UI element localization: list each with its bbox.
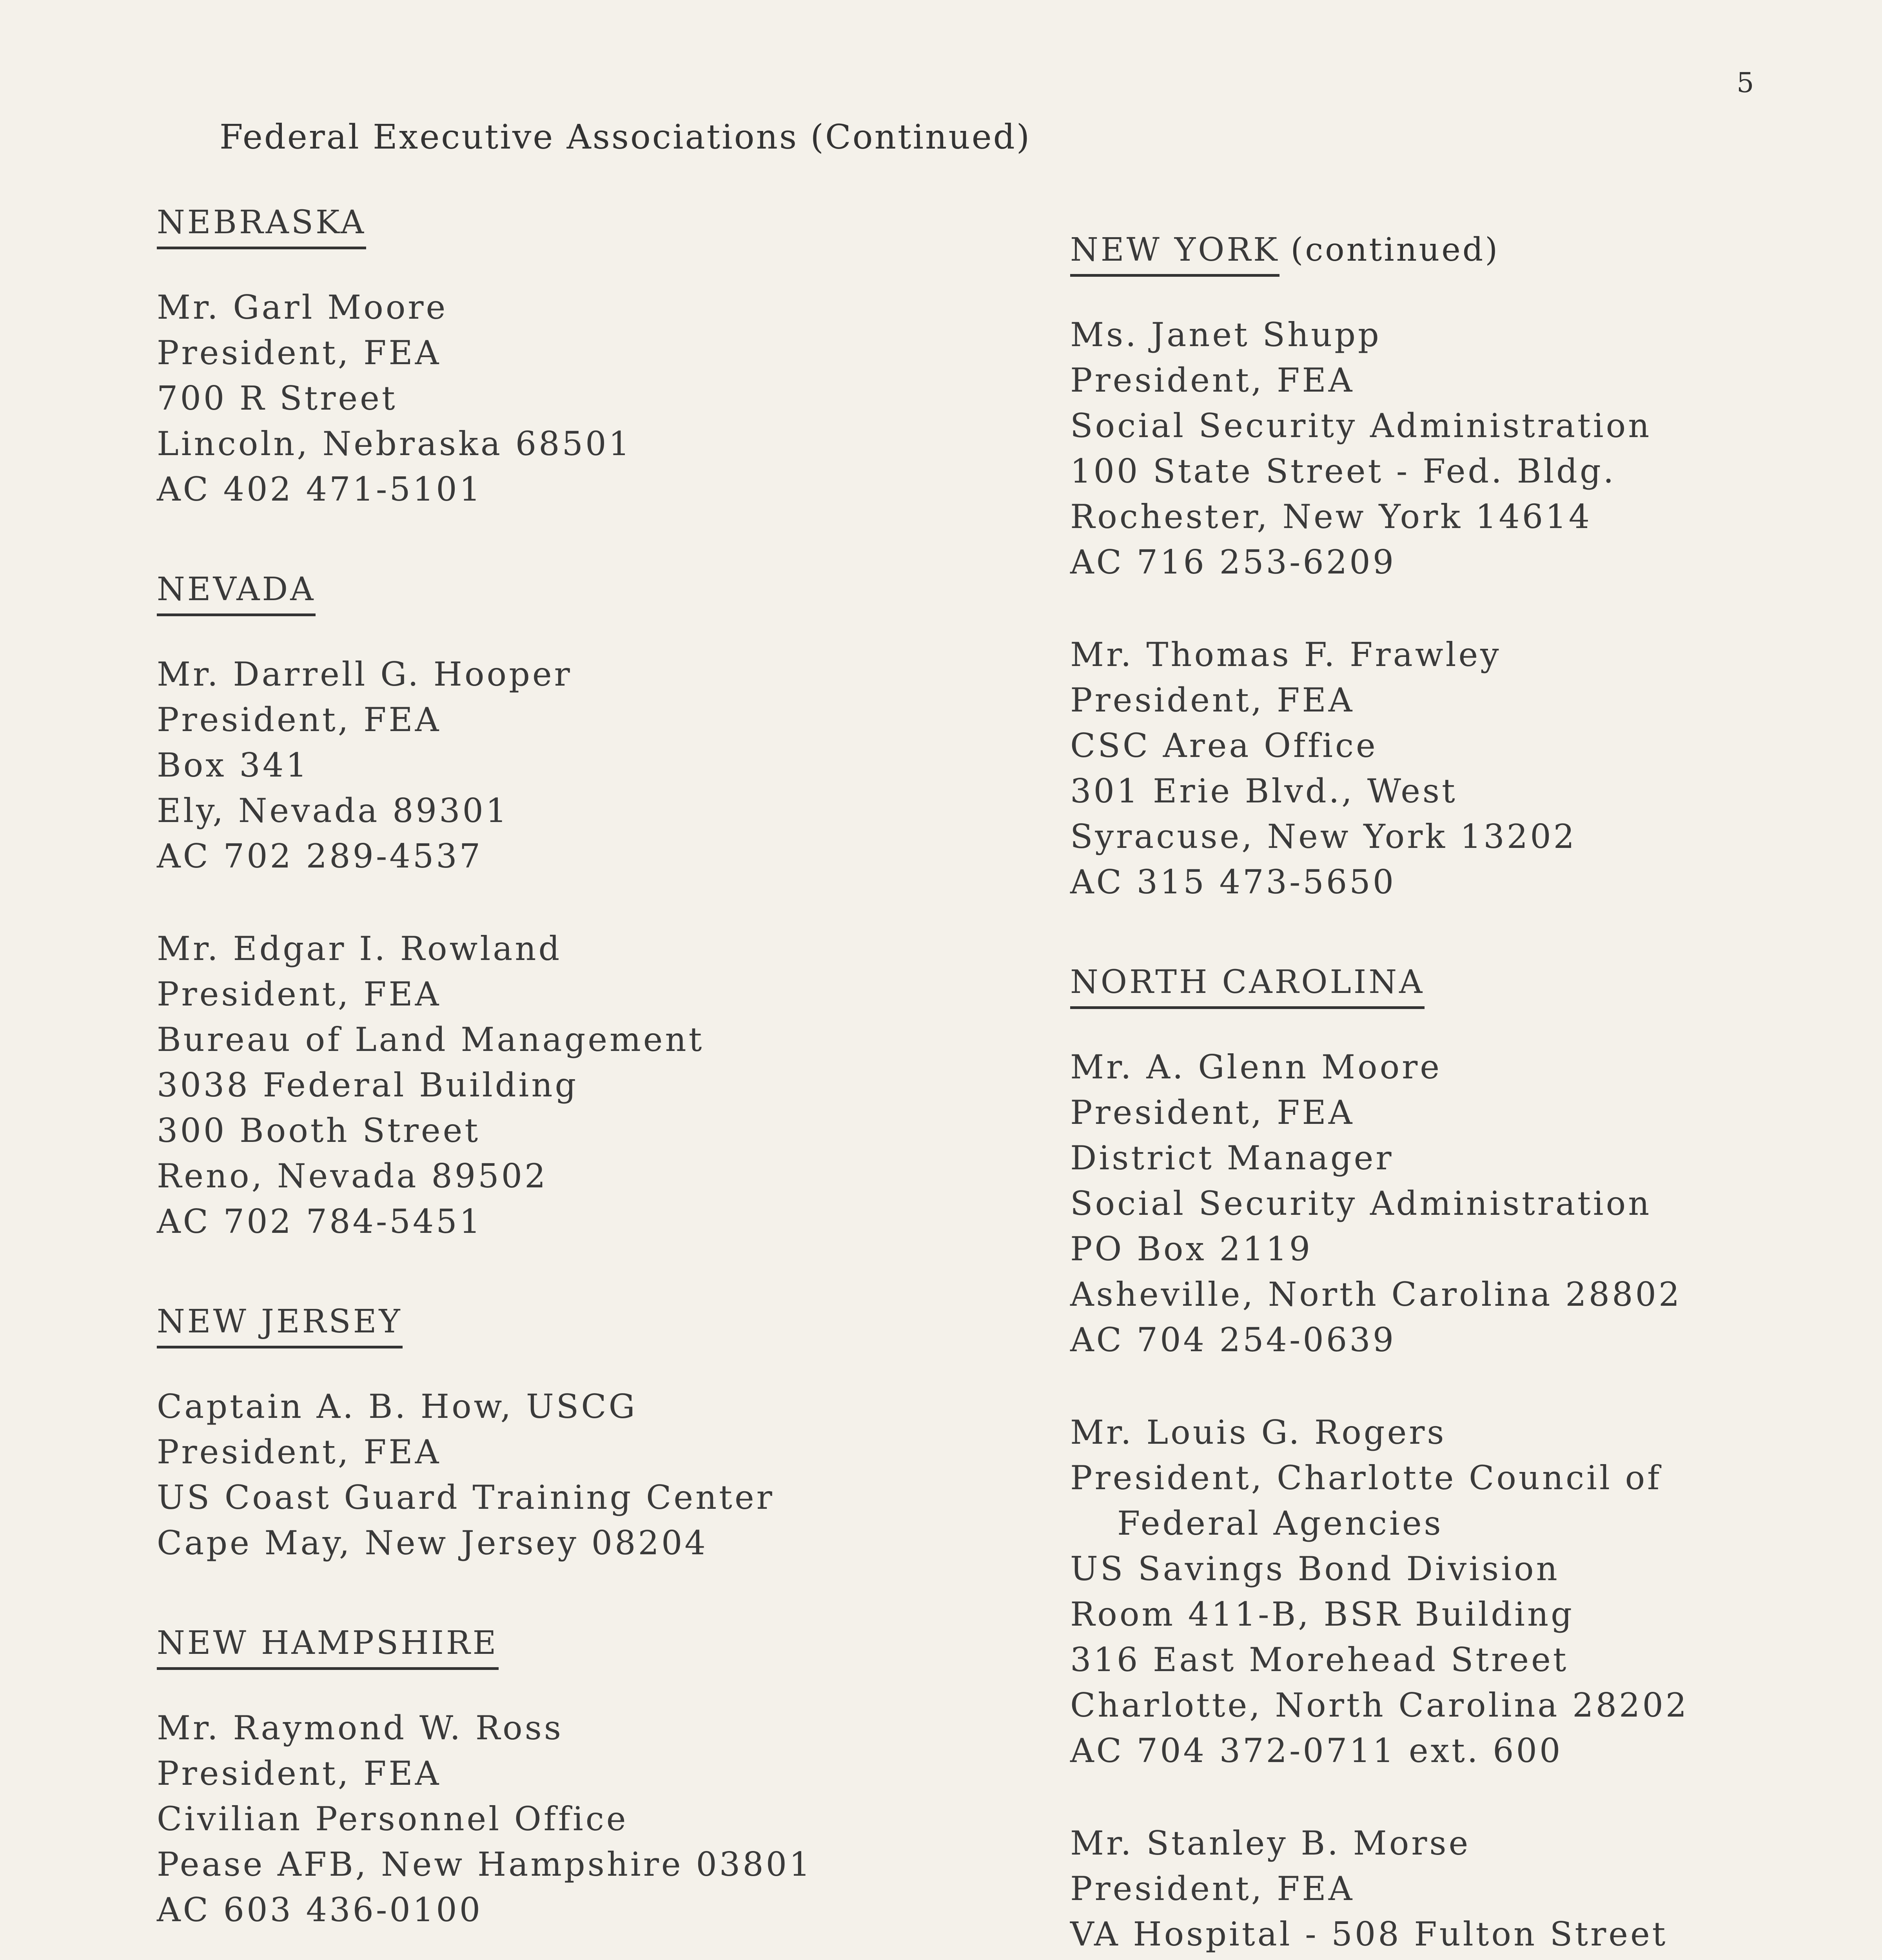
section-heading-row xyxy=(1070,964,1815,1009)
contact-detail-line: President, FEA xyxy=(1070,681,1355,719)
contact-detail-line: President, FEA xyxy=(157,1754,441,1793)
contact-detail-line: 301 Erie Blvd., West xyxy=(1070,772,1457,810)
section-heading: NEBRASKA xyxy=(157,204,366,249)
contact-entry xyxy=(157,926,941,1244)
contact-name: Mr. A. Glenn Moore xyxy=(1070,1048,1442,1086)
contact-detail-line: US Savings Bond Division xyxy=(1070,1550,1560,1588)
contact-entry xyxy=(1070,632,1815,905)
contact-detail-line: President, FEA xyxy=(157,975,441,1013)
section-heading-suffix: (continued) xyxy=(1290,231,1500,269)
contact-detail-line: Rochester, New York 14614 xyxy=(1070,497,1592,536)
contact-name: Mr. Darrell G. Hooper xyxy=(157,655,572,693)
contact-detail-line: Cape May, New Jersey 08204 xyxy=(157,1524,708,1562)
contact-detail-line: AC 702 784-5451 xyxy=(157,1202,483,1241)
contact-detail-line: President, Charlotte Council of xyxy=(1070,1459,1662,1497)
contact-detail-line: Reno, Nevada 89502 xyxy=(157,1157,548,1195)
contact-detail-line: Social Security Administration xyxy=(1070,407,1652,445)
contact-entry xyxy=(157,285,941,512)
contact-detail-line: President, FEA xyxy=(1070,1093,1355,1132)
section-heading-row xyxy=(157,204,941,249)
section-heading: NORTH CAROLINA xyxy=(1070,964,1425,1009)
section-north-carolina xyxy=(1070,964,1815,1960)
contact-entry xyxy=(157,652,941,879)
contact-detail-line: AC 702 289-4537 xyxy=(157,837,483,875)
section-new-york xyxy=(1070,231,1815,905)
contact-entry xyxy=(157,1705,941,1933)
section-heading: NEW JERSEY xyxy=(157,1303,403,1348)
contact-name: Mr. Thomas F. Frawley xyxy=(1070,635,1501,674)
contact-detail-line: AC 603 436-0100 xyxy=(157,1891,483,1929)
section-nebraska xyxy=(157,204,941,512)
contact-detail-line: Charlotte, North Carolina 28202 xyxy=(1070,1686,1689,1724)
contact-entry xyxy=(1070,1820,1815,1960)
contact-detail-line: President, FEA xyxy=(1070,361,1355,399)
contact-detail-line: Syracuse, New York 13202 xyxy=(1070,817,1577,856)
contact-entry xyxy=(1070,1410,1815,1773)
section-new-jersey xyxy=(157,1303,941,1566)
page-number: 5 xyxy=(1737,67,1754,99)
document-title: Federal Executive Associations (Continued) xyxy=(220,118,1031,157)
contact-detail-line: Social Security Administration xyxy=(1070,1184,1652,1223)
section-heading: NEW YORK xyxy=(1070,231,1279,277)
section-heading-row xyxy=(157,571,941,616)
contact-detail-line: AC 716 253-6209 xyxy=(1070,543,1396,581)
contact-detail-line: 100 State Street - Fed. Bldg. xyxy=(1070,452,1616,490)
contact-detail-line: 700 R Street xyxy=(157,379,397,417)
section-nevada xyxy=(157,571,941,1244)
section-heading-row xyxy=(157,1303,941,1348)
section-heading: NEW HAMPSHIRE xyxy=(157,1624,499,1670)
contact-entry xyxy=(157,1384,941,1566)
contact-detail-line: President, FEA xyxy=(157,1433,441,1471)
contact-name: Mr. Garl Moore xyxy=(157,288,448,327)
contact-detail-line: PO Box 2119 xyxy=(1070,1230,1313,1268)
section-heading-row xyxy=(157,1624,941,1670)
contact-entry xyxy=(1070,1044,1815,1363)
contact-detail-line: AC 315 473-5650 xyxy=(1070,863,1396,901)
contact-detail-line: CSC Area Office xyxy=(1070,726,1378,765)
contact-detail-line: AC 704 254-0639 xyxy=(1070,1321,1396,1359)
contact-detail-line: AC 402 471-5101 xyxy=(157,470,483,508)
contact-detail-line: Lincoln, Nebraska 68501 xyxy=(157,425,632,463)
contact-name: Captain A. B. How, USCG xyxy=(157,1387,637,1426)
contact-detail-line: 3038 Federal Building xyxy=(157,1066,579,1104)
contact-detail-line: Federal Agencies xyxy=(1117,1504,1443,1543)
contact-name: Mr. Edgar I. Rowland xyxy=(157,929,562,968)
contact-name: Mr. Louis G. Rogers xyxy=(1070,1413,1446,1452)
left-column xyxy=(157,204,941,1960)
section-heading-row xyxy=(1070,231,1815,277)
contact-detail-line: President, FEA xyxy=(1070,1869,1355,1908)
contact-name: Mr. Stanley B. Morse xyxy=(1070,1824,1471,1862)
contact-detail-line: District Manager xyxy=(1070,1139,1394,1177)
contact-detail-line: US Coast Guard Training Center xyxy=(157,1478,775,1517)
contact-detail-line: Ely, Nevada 89301 xyxy=(157,791,509,830)
contact-detail-line: President, FEA xyxy=(157,701,441,739)
contact-detail-line: Civilian Personnel Office xyxy=(157,1800,628,1838)
contact-entry xyxy=(1070,312,1815,585)
contact-detail-line: President, FEA xyxy=(157,334,441,372)
contact-detail-line: Pease AFB, New Hampshire 03801 xyxy=(157,1845,813,1884)
section-new-hampshire xyxy=(157,1624,941,1933)
contact-name: Ms. Janet Shupp xyxy=(1070,316,1381,354)
contact-detail-line: 300 Booth Street xyxy=(157,1111,481,1150)
contact-detail-line: VA Hospital - 508 Fulton Street xyxy=(1070,1915,1668,1953)
right-column xyxy=(1070,231,1815,1960)
contact-detail-line: AC 704 372-0711 ext. 600 xyxy=(1070,1731,1563,1770)
contact-detail-line: 316 East Morehead Street xyxy=(1070,1641,1569,1679)
contact-detail-line: Asheville, North Carolina 28802 xyxy=(1070,1275,1682,1314)
contact-detail-line xyxy=(1070,1957,1815,1960)
contact-detail-line: Bureau of Land Management xyxy=(157,1020,704,1059)
contact-detail-line: Room 411-B, BSR Building xyxy=(1070,1595,1574,1633)
section-heading: NEVADA xyxy=(157,571,316,616)
contact-detail-line: Box 341 xyxy=(157,746,309,784)
contact-name: Mr. Raymond W. Ross xyxy=(157,1709,563,1747)
